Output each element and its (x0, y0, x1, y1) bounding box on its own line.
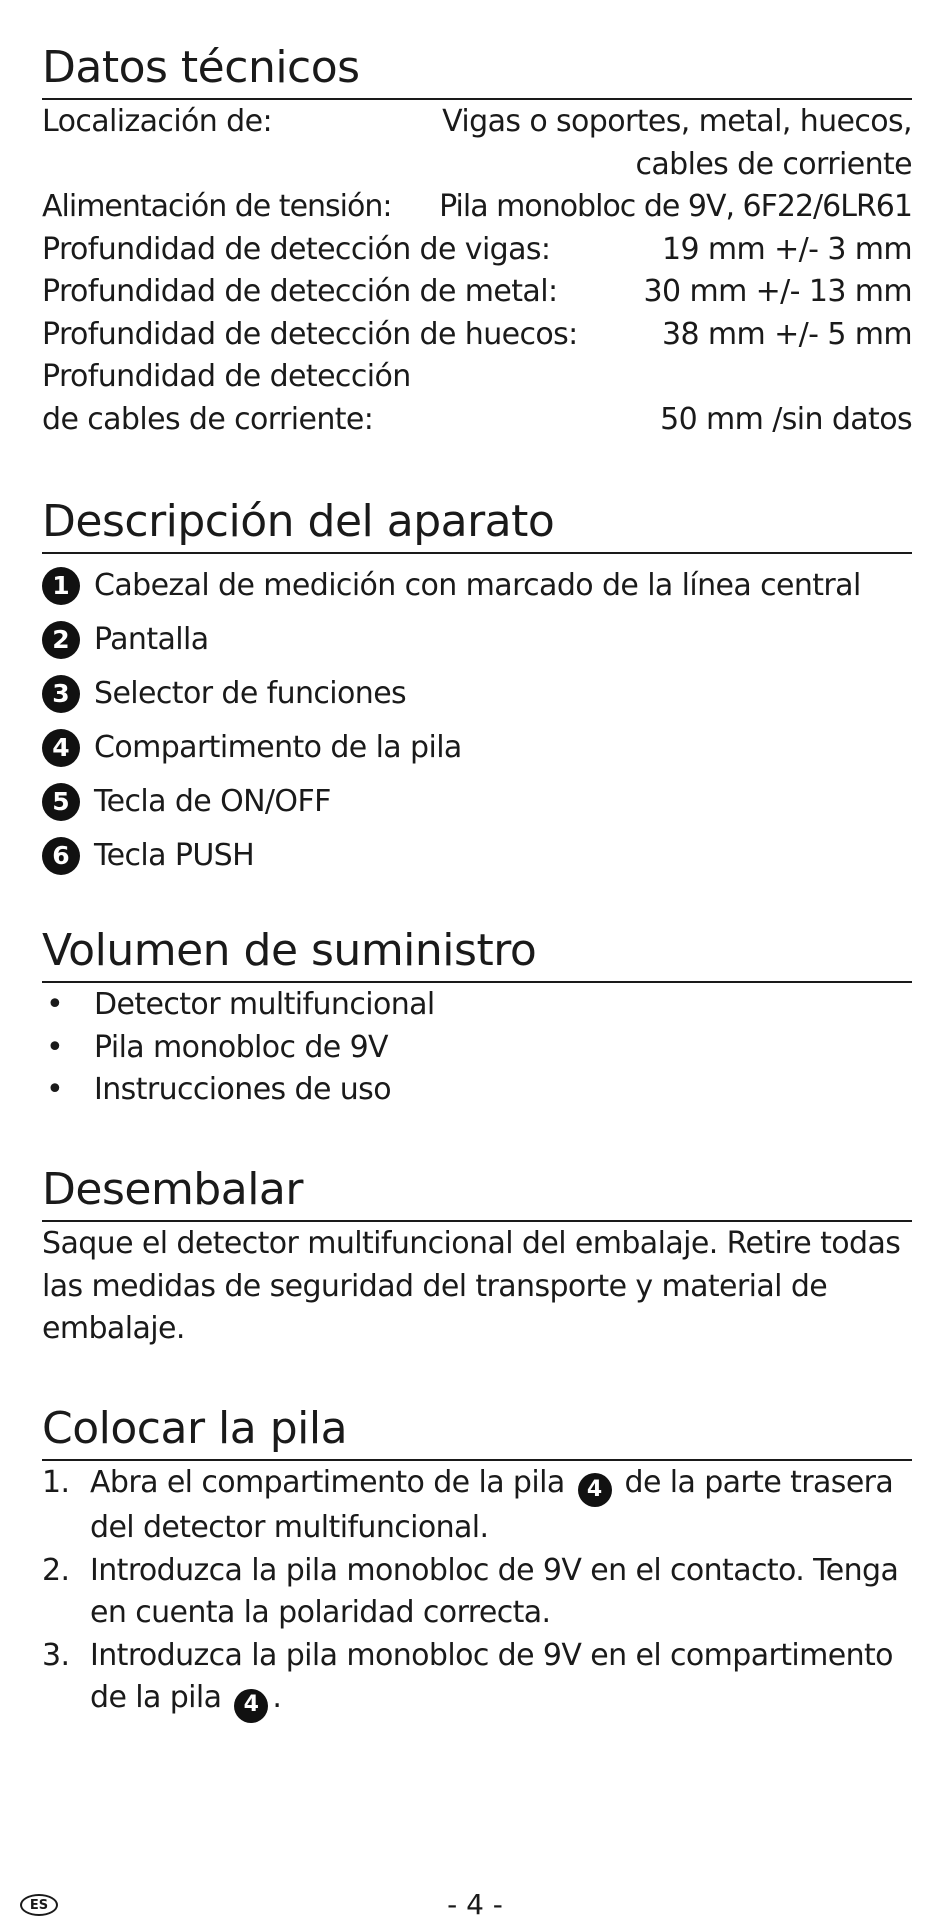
spec-row (42, 101, 912, 186)
delivery-contents-section (42, 925, 912, 1112)
spec-label: de cables de corriente: (42, 401, 374, 437)
language-badge: ES (20, 1894, 58, 1916)
number-1-icon: 1 (42, 567, 80, 605)
contents-list (42, 984, 912, 1112)
bullet-icon: • (46, 1072, 64, 1107)
list-item: • Detector multifuncional (42, 984, 912, 1027)
parts-list (42, 559, 912, 883)
spec-label: Profundidad de detección de metal: (42, 274, 558, 309)
technical-data-section (42, 42, 912, 441)
list-item: • Instrucciones de uso (42, 1069, 912, 1112)
list-item: 3. Introduzca la pila monobloc de 9V en el compartimento de la pila 4 . (42, 1635, 912, 1723)
page-number: - 4 - (447, 1888, 503, 1921)
spec-label: Profundidad de detección (42, 359, 411, 394)
list-item: 4 Compartimento de la pila (42, 721, 912, 775)
bullet-icon: • (46, 1029, 64, 1065)
spec-label: Alimentación de tensión: (42, 189, 392, 224)
spec-row (42, 356, 912, 441)
list-item: 3 Selector de funciones (42, 667, 912, 721)
number-4-icon: 4 (578, 1473, 612, 1507)
technical-data-heading: Datos técnicos (42, 42, 912, 100)
device-description-heading: Descripción del aparato (42, 496, 912, 554)
spec-table (42, 101, 912, 441)
spec-value: 38 mm +/- 5 mm (662, 316, 912, 352)
list-item: • Pila monobloc de 9V (42, 1027, 912, 1070)
device-description-section (42, 496, 912, 883)
spec-row (42, 314, 912, 357)
list-item: 1 Cabezal de medición con marcado de la línea central (42, 559, 912, 613)
spec-value: 30 mm +/- 13 mm (643, 274, 912, 309)
number-2-icon: 2 (42, 621, 80, 659)
spec-value: 19 mm +/- 3 mm (662, 231, 912, 267)
spec-row (42, 229, 912, 272)
number-6-icon: 6 (42, 837, 80, 875)
spec-row (42, 271, 912, 314)
list-item: 2. Introduzca la pila monobloc de 9V en el contacto. Tenga en cuenta la polaridad correcta. (42, 1552, 899, 1631)
list-item: 2 Pantalla (42, 613, 912, 667)
number-4-icon: 4 (234, 1689, 268, 1723)
number-3-icon: 3 (42, 675, 80, 713)
delivery-contents-heading: Volumen de suministro (42, 925, 912, 983)
spec-label: Localización de: (42, 104, 272, 139)
insert-battery-heading: Colocar la pila (42, 1403, 912, 1461)
list-item: 6 Tecla PUSH (42, 829, 912, 883)
list-item: 5 Tecla de ON/OFF (42, 775, 912, 829)
spec-value: Vigas o soportes, metal, huecos, cables de corriente (442, 104, 912, 182)
insert-battery-section (42, 1403, 912, 1723)
spec-row (42, 186, 912, 229)
bullet-icon: • (46, 987, 64, 1022)
unpacking-paragraph: Saque el detector multifuncional del embalaje. Retire todas las medidas de seguridad del transporte y material de embalaje. (42, 1226, 901, 1346)
spec-label: Profundidad de detección de huecos: (42, 316, 578, 352)
page-footer (0, 1890, 950, 1920)
steps-list (42, 1462, 912, 1723)
unpacking-heading: Desembalar (42, 1164, 912, 1222)
unpacking-section (42, 1164, 912, 1351)
spec-label: Profundidad de detección de vigas: (42, 231, 551, 267)
spec-value: 50 mm /sin datos (660, 401, 912, 437)
list-item: 1. Abra el compartimento de la pila 4 de la parte trasera del detector multifuncional. (42, 1465, 894, 1546)
spec-value: Pila monobloc de 9V, 6F22/6LR61 (439, 189, 912, 224)
number-4-icon: 4 (42, 729, 80, 767)
number-5-icon: 5 (42, 783, 80, 821)
